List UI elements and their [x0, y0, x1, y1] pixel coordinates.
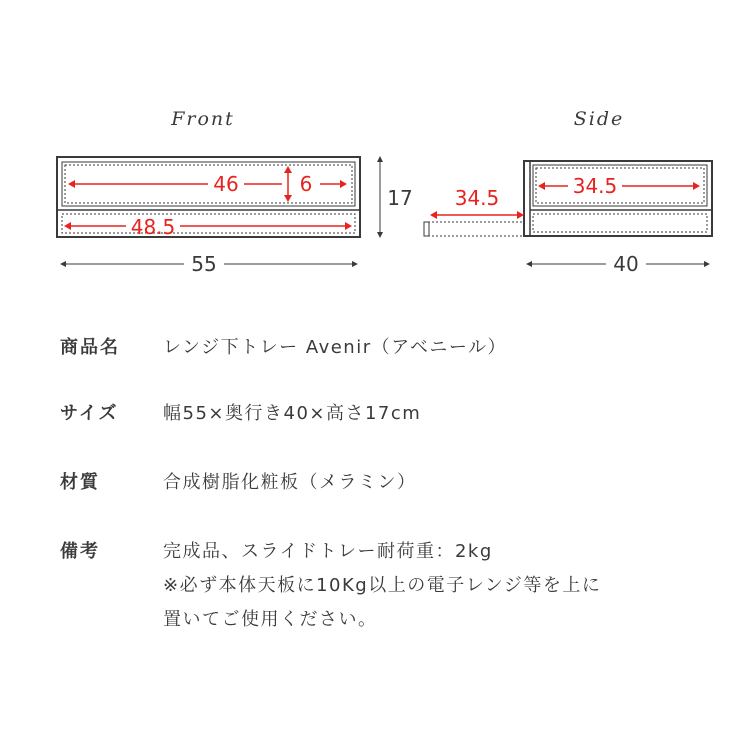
tray-width-label: 48.5 [130, 215, 176, 239]
notes-line: ※必ず本体天板に10Kg以上の電子レンジ等を上に [163, 575, 602, 596]
dim-inner-height [284, 166, 347, 202]
total-width-label: 55 [191, 252, 217, 276]
side-tray-extended [424, 222, 524, 236]
inner-width-label: 46 [213, 172, 239, 196]
side-tray [533, 214, 707, 232]
spec-value-size: 幅55×奥行き40×高さ17cm [163, 403, 422, 424]
spec-label-size: サイズ [60, 403, 119, 424]
front-outer-frame [57, 157, 360, 237]
front-view-label: Front [171, 108, 235, 130]
total-height-label: 17 [387, 186, 413, 210]
side-tray-front [424, 222, 429, 236]
dim-total-width [60, 252, 358, 276]
side-view-label: Side [573, 108, 625, 130]
dimension-diagram [0, 0, 750, 300]
dim-total-depth [526, 252, 710, 276]
spec-label-notes: 備考 [60, 541, 100, 562]
spec-value-name: レンジ下トレー Avenir（アベニール） [163, 337, 508, 358]
notes-line: 置いてご使用ください。 [163, 609, 378, 630]
spec-value-notes [163, 535, 601, 637]
spec-label-name: 商品名 [60, 337, 120, 358]
front-view [57, 157, 360, 237]
inner-height-label: 6 [299, 172, 313, 196]
dim-inner-depth [538, 174, 700, 198]
inner-depth-label: 34.5 [572, 174, 618, 198]
notes-line: 完成品、スライドトレー耐荷重：2kg [163, 541, 493, 562]
spec-label-material: 材質 [60, 472, 100, 493]
dim-slide-out [430, 186, 524, 219]
side-outer-frame [524, 161, 712, 236]
dim-total-height [377, 156, 413, 238]
front-tray [62, 214, 355, 233]
dim-tray-width [64, 215, 352, 239]
spec-value-material: 合成樹脂化粧板（メラミン） [163, 472, 417, 493]
dim-inner-width [68, 172, 282, 196]
slide-out-label: 34.5 [454, 186, 500, 210]
total-depth-label: 40 [613, 252, 639, 276]
